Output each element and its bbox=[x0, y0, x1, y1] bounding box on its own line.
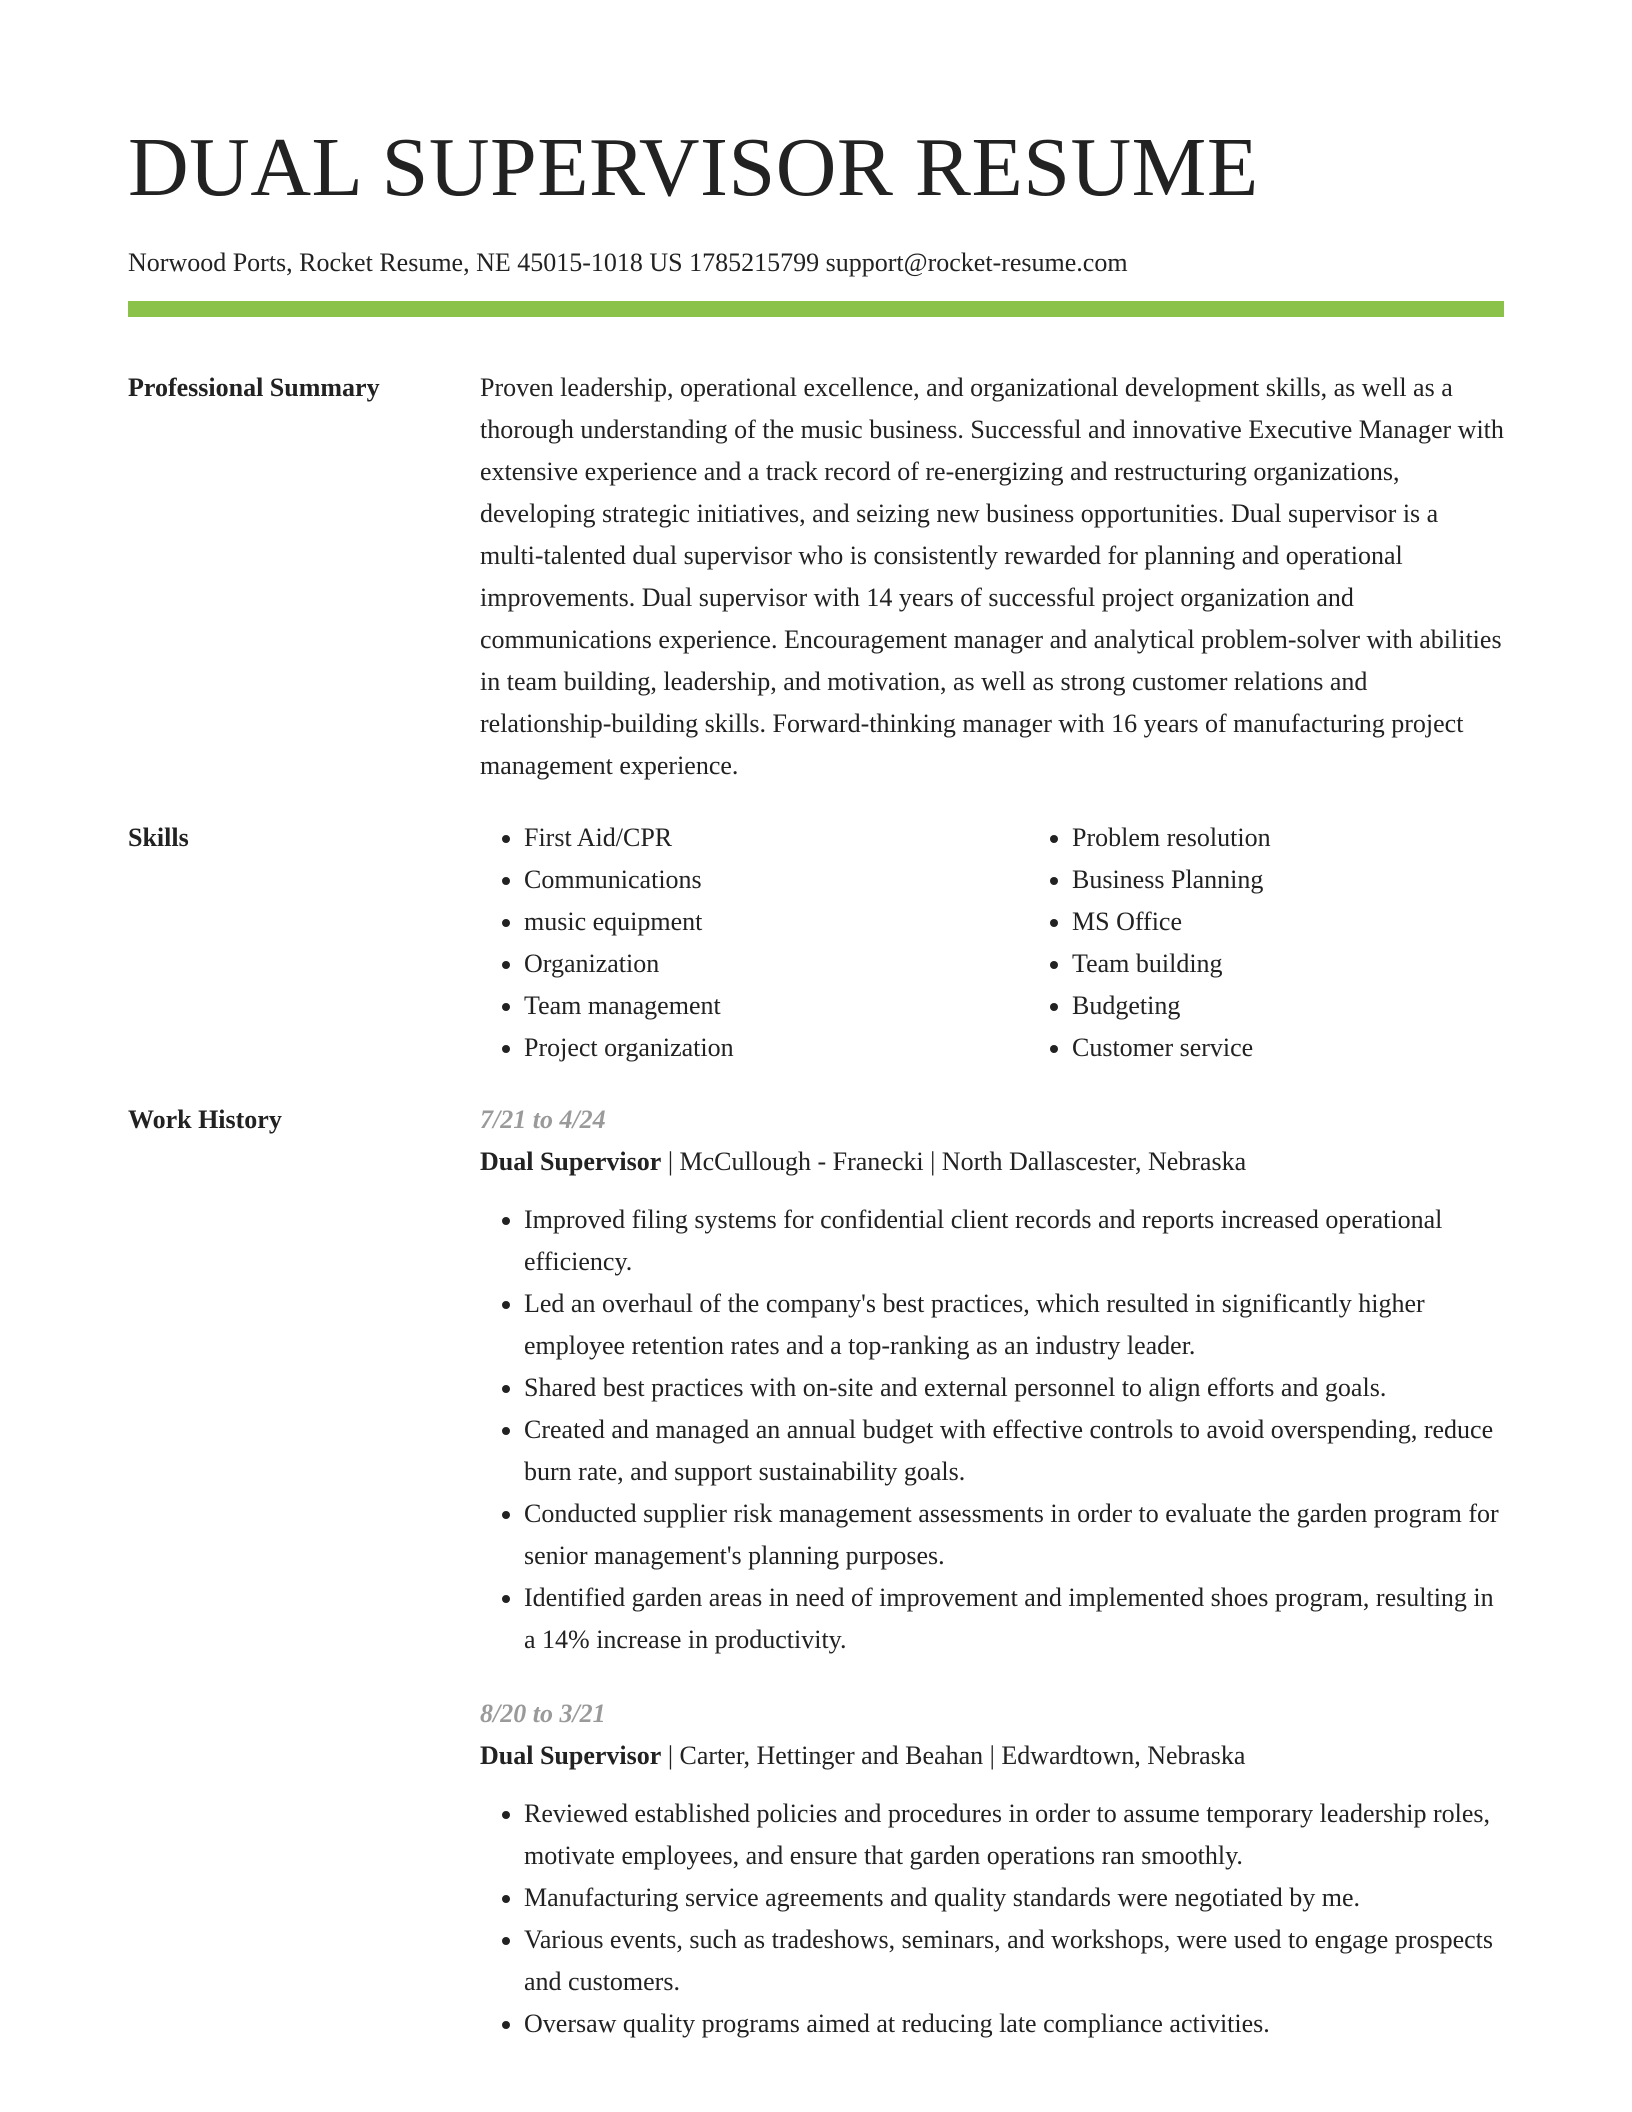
skill-item: • Team management bbox=[524, 985, 1028, 1027]
job-bullet: • Manufacturing service agreements and quality standards were negotiated by me. bbox=[524, 1877, 1504, 1919]
job-bullet: • Identified garden areas in need of improvement and implemented shoes program, resulting in a 14% increase in productivity. bbox=[524, 1577, 1504, 1661]
accent-divider bbox=[128, 301, 1504, 317]
job-employer-location: | McCullough - Franecki | North Dallascester, Nebraska bbox=[661, 1147, 1247, 1176]
work-history-section bbox=[128, 1099, 1504, 2045]
summary-text: Proven leadership, operational excellence, and organizational development skills, as well as a thorough understanding of the music business. Successful and innovative Executive Manager with extensive experience and a track record of re-energizing and restructuring organizations, developing strategic initiatives, and seizing new business opportunities. Dual supervisor is a multi-talented dual supervisor who is consistently rewarded for planning and operational improvements. Dual supervisor with 14 years of successful project organization and communications experience. Encouragement manager and analytical problem-solver with abilities in team building, leadership, and motivation, as well as strong customer relations and relationship-building skills. Forward-thinking manager with 16 years of manufacturing project management experience. bbox=[480, 373, 1504, 780]
job-bullet: • Various events, such as tradeshows, seminars, and workshops, were used to engage prospects and customers. bbox=[524, 1919, 1504, 2003]
job-title: Dual Supervisor bbox=[480, 1741, 662, 1770]
skills-list-right bbox=[1028, 817, 1576, 1069]
job-heading bbox=[480, 1735, 1504, 1777]
job-bullets bbox=[480, 1199, 1504, 1661]
job-bullet: • Created and managed an annual budget with effective controls to avoid overspending, reduce burn rate, and support sustainability goals. bbox=[524, 1409, 1504, 1493]
skill-item: • MS Office bbox=[1072, 901, 1576, 943]
skill-item: • Budgeting bbox=[1072, 985, 1576, 1027]
job-entry bbox=[480, 1693, 1504, 2045]
skills-columns bbox=[480, 817, 1576, 1069]
resume-title: DUAL SUPERVISOR RESUME bbox=[128, 121, 1259, 214]
job-bullet: • Led an overhaul of the company's best practices, which resulted in significantly higher employee retention rates and a top-ranking as an industry leader. bbox=[524, 1283, 1504, 1367]
skill-item: • First Aid/CPR bbox=[524, 817, 1028, 859]
skills-list-left bbox=[480, 817, 1028, 1069]
skill-item: • music equipment bbox=[524, 901, 1028, 943]
skill-item: • Business Planning bbox=[1072, 859, 1576, 901]
job-dates: 7/21 to 4/24 bbox=[480, 1105, 606, 1134]
job-heading bbox=[480, 1141, 1504, 1183]
work-history-label: Work History bbox=[128, 1105, 282, 1134]
skill-item: • Team building bbox=[1072, 943, 1576, 985]
job-dates: 8/20 to 3/21 bbox=[480, 1699, 606, 1728]
skill-item: • Organization bbox=[524, 943, 1028, 985]
job-employer-location: | Carter, Hettinger and Beahan | Edwardtown, Nebraska bbox=[661, 1741, 1246, 1770]
job-bullets bbox=[480, 1793, 1504, 2045]
job-bullet: • Improved filing systems for confidential client records and reports increased operational efficiency. bbox=[524, 1199, 1504, 1283]
skill-item: • Project organization bbox=[524, 1027, 1028, 1069]
job-bullet: • Conducted supplier risk management assessments in order to evaluate the garden program for senior management's planning purposes. bbox=[524, 1493, 1504, 1577]
contact-line: Norwood Ports, Rocket Resume, NE 45015-1018 US 1785215799 support@rocket-resume.com bbox=[128, 248, 1128, 277]
job-bullet: • Oversaw quality programs aimed at reducing late compliance activities. bbox=[524, 2003, 1504, 2045]
skills-section bbox=[128, 817, 1504, 1069]
skills-label: Skills bbox=[128, 823, 189, 852]
summary-label: Professional Summary bbox=[128, 373, 380, 402]
skill-item: • Communications bbox=[524, 859, 1028, 901]
job-entry bbox=[480, 1099, 1504, 1661]
job-title: Dual Supervisor bbox=[480, 1147, 662, 1176]
job-bullet: • Reviewed established policies and procedures in order to assume temporary leadership roles, motivate employees, and ensure that garden operations ran smoothly. bbox=[524, 1793, 1504, 1877]
work-history-body bbox=[480, 1099, 1504, 2045]
skill-item: • Problem resolution bbox=[1072, 817, 1576, 859]
skill-item: • Customer service bbox=[1072, 1027, 1576, 1069]
job-bullet: • Shared best practices with on-site and external personnel to align efforts and goals. bbox=[524, 1367, 1504, 1409]
summary-section bbox=[128, 367, 1504, 787]
